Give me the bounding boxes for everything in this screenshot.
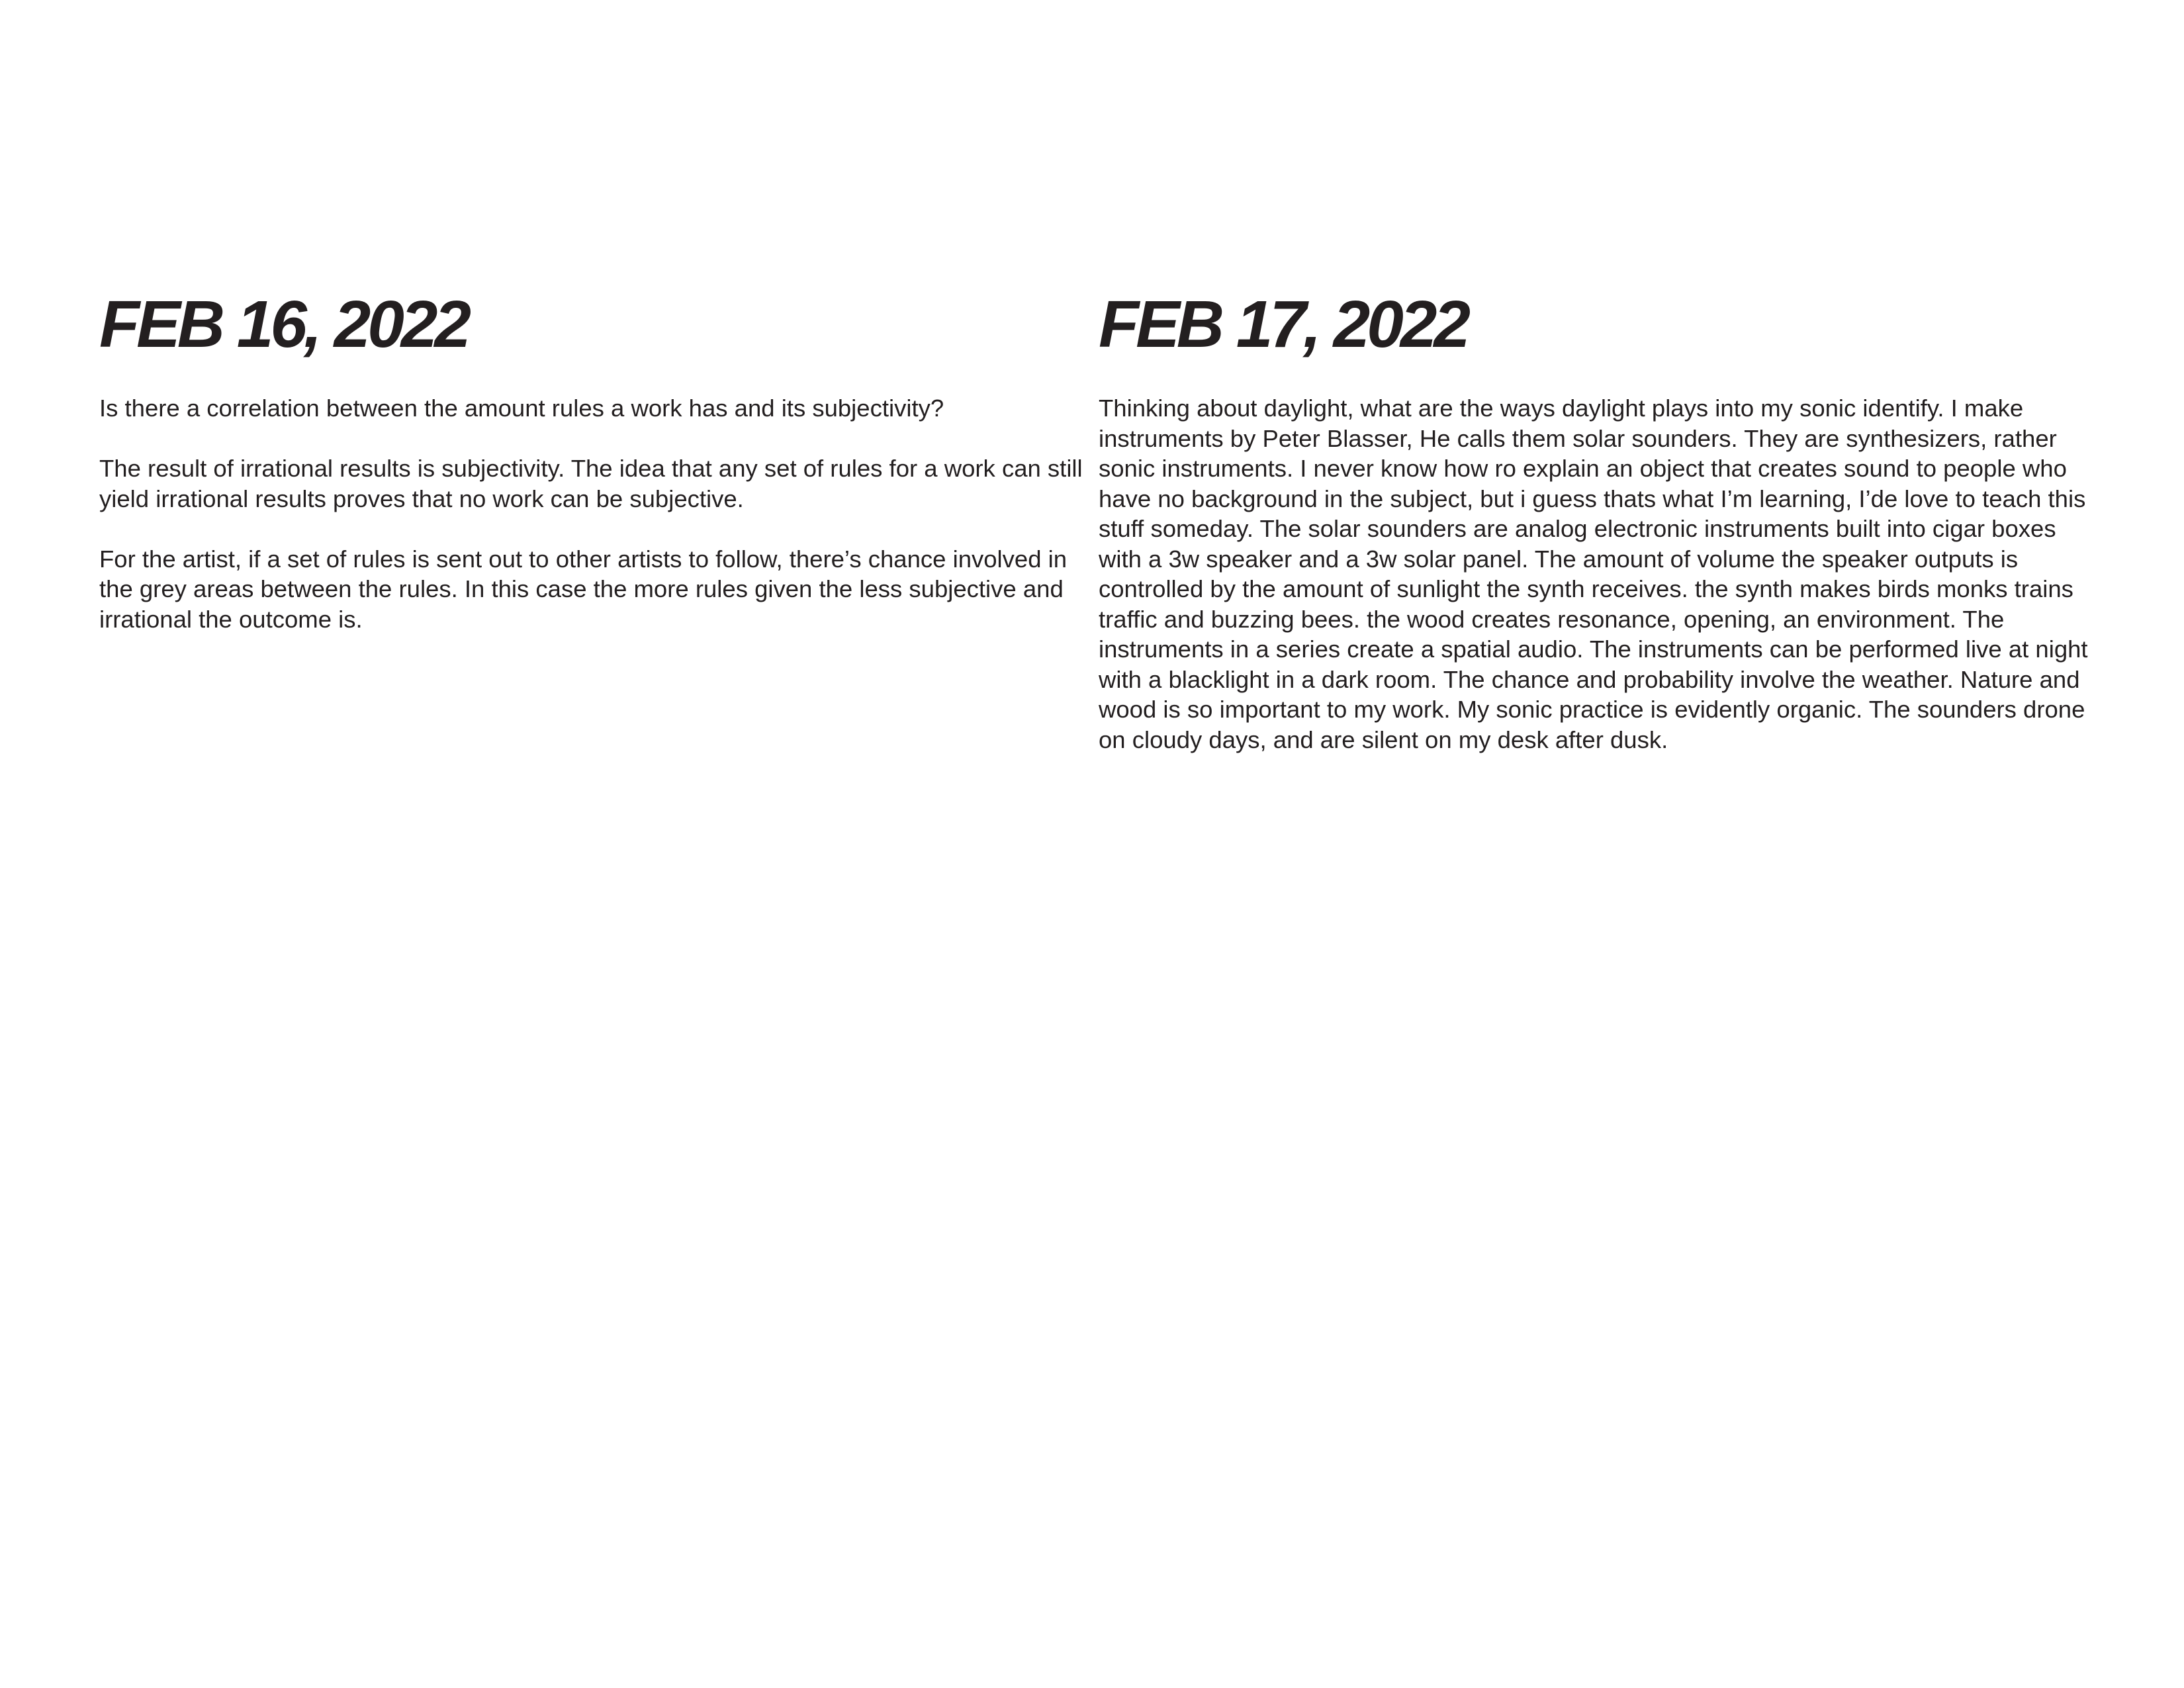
entry-paragraph: The result of irrational results is subjectivity. The idea that any set of rules for a work can still yield irrational results proves that no work can be subjective. (99, 455, 1083, 512)
entry-body (99, 393, 1099, 634)
entry-date-heading: FEB 17, 2022 (1099, 287, 1468, 361)
entry-body (1099, 393, 2105, 755)
entry-paragraph: Is there a correlation between the amount rules a work has and its subjectivity? (99, 395, 944, 422)
entry-paragraph: Thinking about daylight, what are the ways daylight plays into my sonic identify. I make instruments by Peter Blasser, He calls them solar sounders. They are synthesizers, rather sonic instruments. I never know how ro explain an object that creates sound to people who have no background in the subject, but i guess thats what I’m learning, I’de love to teach this stuff someday. The solar sounders are analog electronic instruments built into cigar boxes with a 3w speaker and a 3w solar panel. The amount of volume the speaker outputs is controlled by the amount of sunlight the synth receives. the synth makes birds monks trains traffic and buzzing bees. the wood creates resonance, opening, an environment. The instruments in a series create a spatial audio. The instruments can be performed live at night with a blacklight in a dark room. The chance and probability involve the weather. Nature and wood is so important to my work. My sonic practice is evidently organic. The sounders drone on cloudy days, and are silent on my desk after dusk. (1099, 395, 2088, 753)
entry-date-heading: FEB 16, 2022 (99, 287, 469, 361)
entry-paragraph: For the artist, if a set of rules is sent out to other artists to follow, there’s chance involved in the grey areas between the rules. In this case the more rules given the less subjective and irrational the outcome is. (99, 545, 1068, 633)
journal-entry-feb-17 (1099, 285, 2105, 755)
journal-entry-feb-16 (99, 285, 1099, 634)
